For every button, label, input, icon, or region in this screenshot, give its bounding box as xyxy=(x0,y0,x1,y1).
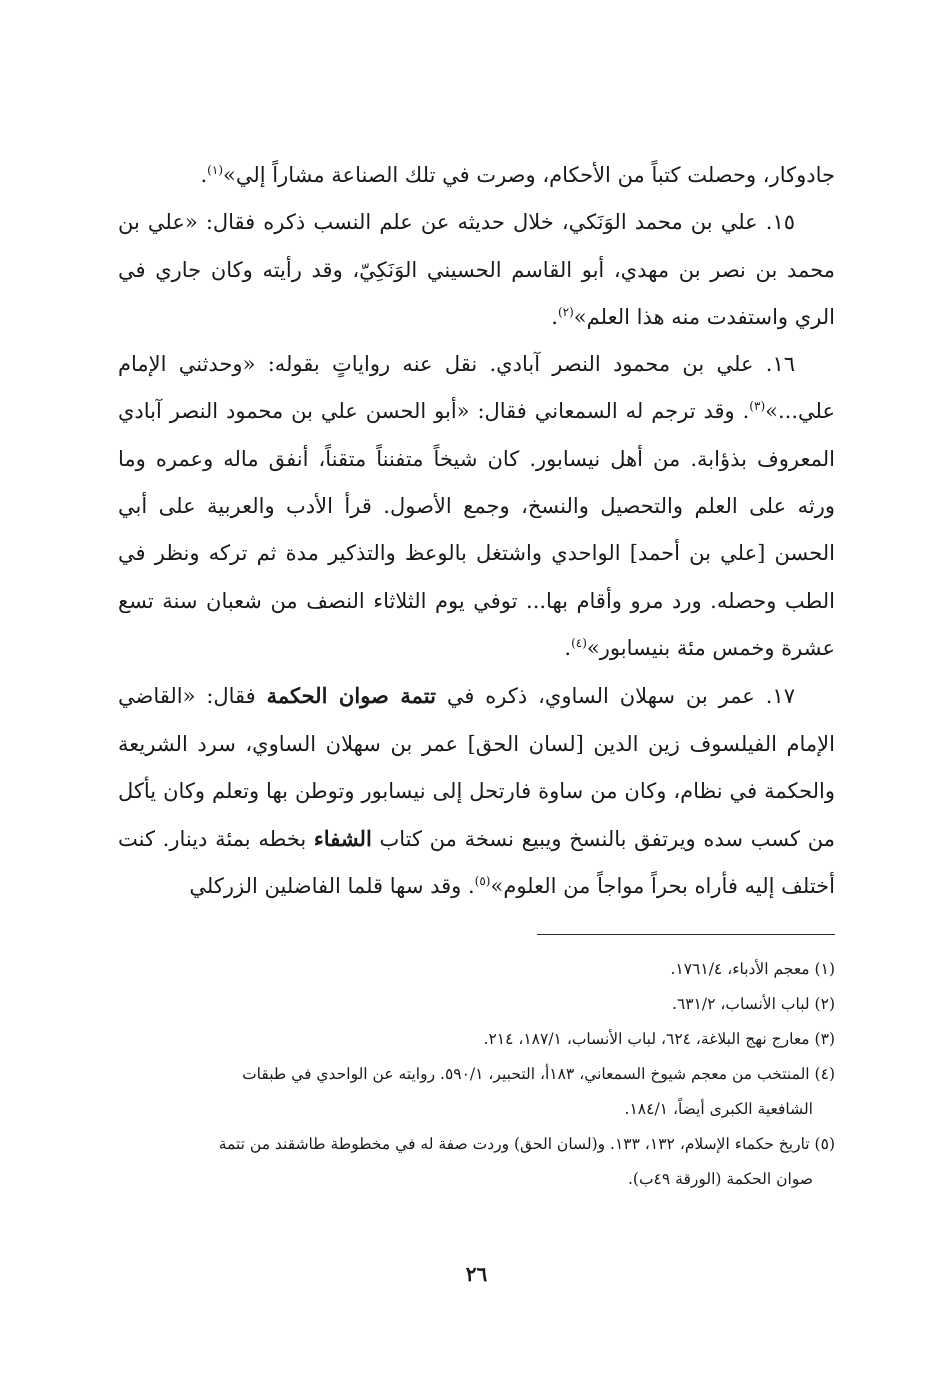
footnote-ref-1[interactable]: (١) xyxy=(207,163,223,177)
page-number: ٢٦ xyxy=(465,1262,488,1286)
footnote-4: (٤) المنتخب من معجم شيوخ السمعاني، ١٨٣أ، التحبير، ٥٩٠/١. روايته عن الواحدي في طبقات الشافعية الكبرى أيضاً، ١٨٤/١. xyxy=(242,1065,835,1118)
main-text xyxy=(118,152,835,911)
entry-16: ١٦. علي بن محمود النصر آبادي. نقل عنه رواياتٍ بقوله: «وحدثني الإمام علي...»$^{(٣)}$. وقد ترجم له السمعاني فقال: «أبو الحسن علي بن محمود النصر آبادي المعروف بذؤابة. من أهل نيسابور. كان شيخاً متفنناً متقناً، أنفق ماله وعمره وما ورثه على العلم والتحصيل والنسخ، وجمع الأصول. قرأ الأدب والعربية على أبي الحسن [علي بن أحمد] الواحدي واشتغل بالوعظ والتذكير مدة ثم تركه ونظر في الطب وحصله. ورد مرو وأقام بها... توفي يوم الثلاثاء النصف من شعبان سنة تسع عشرة وخمس مئة بنيسابور»$^{(٤)}$. xyxy=(118,352,835,660)
footnote-1: (١) معجم الأدباء، ١٧٦١/٤. xyxy=(670,960,835,978)
footnote-ref-2[interactable]: (٢) xyxy=(557,304,574,319)
book-title-shifa: الشفاء xyxy=(313,826,372,852)
entry-17: ١٧. عمر بن سهلان الساوي، ذكره في تتمة صوان الحكمة فقال: «القاضي الإمام الفيلسوف زين الدين [لسان الحق] عمر بن سهلان الساوي، سرد الشريعة والحكمة في نظام، وكان من ساوة فارتحل إلى نيسابور وتوطن بها وتعلم وكان يأكل من كسب سده ويرتفق بالنسخ ويبيع نسخة من كتاب الشفاء بخطه بمئة دينار. كنت أختلف إليه فأراه بحراً مواجاً من العلوم»$^{(٥)}$. وقد سها قلما الفاضلين الزركلي xyxy=(118,683,835,899)
footnote-ref-3[interactable]: (٣) xyxy=(749,399,766,414)
entry-15: ١٥. علي بن محمد الوَنَكي، خلال حديثه عن علم النسب ذكره فقال: «علي بن محمد بن نصر بن مهدي، أبو القاسم الحسيني الوَنَكِيّ، وقد رأيته وكان جاري في الري واستفدت منه هذا العلم»$^{(٢)}$. xyxy=(118,210,835,329)
paragraph-continuation: جادوكار، وحصلت كتباً من الأحكام، وصرت في تلك الصناعة مشاراً إلي»$^{(١)}$. xyxy=(200,163,835,187)
footnote-3: (٣) معارج نهج البلاغة، ٦٢٤، لباب الأنساب، ١٨٧/١، ٢١٤. xyxy=(483,1030,835,1048)
footnote-2: (٢) لباب الأنساب، ٦٣١/٢. xyxy=(671,995,835,1013)
footnote-ref-5[interactable]: (٥) xyxy=(474,874,491,889)
footnote-separator xyxy=(537,934,835,935)
book-page xyxy=(118,0,835,1377)
footnotes xyxy=(118,952,835,1197)
footnote-ref-4[interactable]: (٤) xyxy=(571,635,587,650)
book-title-tatimma: تتمة صوان الحكمة xyxy=(266,683,436,709)
footnote-5: (٥) تاريخ حكماء الإسلام، ١٣٢، ١٣٣. و(لسان الحق) وردت صفة له في مخطوطة طاشقند من تتمة صوان الحكمة (الورقة ٤٩ب). xyxy=(218,1135,835,1188)
